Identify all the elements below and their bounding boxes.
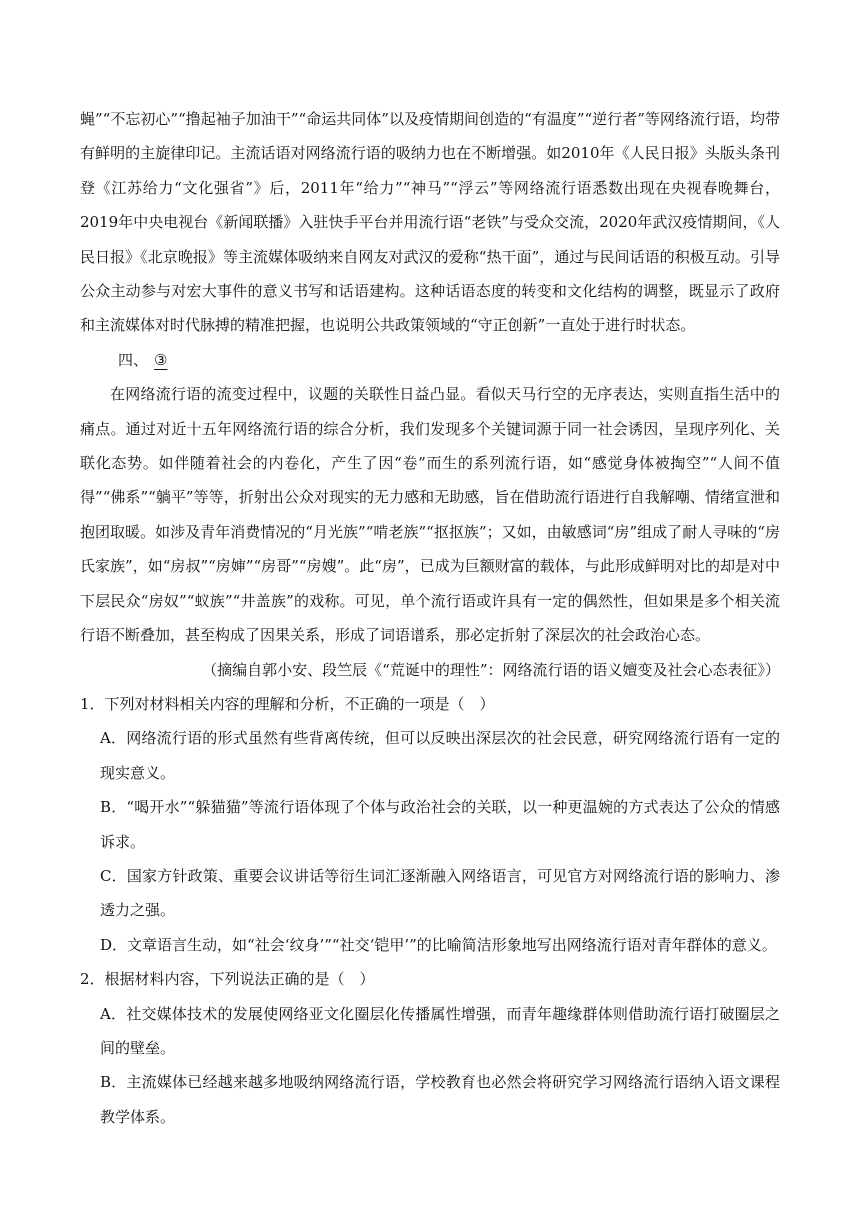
option-a: A．社交媒体技术的发展使网络亚文化圈层化传播属性增强，而青年趣缘群体则借助流行语打破圈层之间的壁垒。 bbox=[100, 1004, 780, 1057]
section-heading bbox=[80, 343, 780, 377]
option-a: A．网络流行语的形式虽然有些背离传统，但可以反映出深层次的社会民意，研究网络流行语有一定的现实意义。 bbox=[100, 729, 780, 782]
option-d: D．文章语言生动，如“社会‘纹身’”“社交‘铠甲’”的比喻简洁形象地写出网络流行语对青年群体的意义。 bbox=[100, 935, 777, 954]
question-1 bbox=[80, 687, 780, 962]
section-prefix: 四、 bbox=[118, 350, 149, 369]
option-b: B．主流媒体已经越来越多地吸纳网络流行语，学校教育也必然会将研究学习网络流行语纳入语文课程教学体系。 bbox=[100, 1073, 780, 1126]
question-2 bbox=[80, 962, 780, 1134]
source-citation: （摘编自郭小安、段竺辰《“荒诞中的理性”：网络流行语的语义嬗变及社会心态表征》） bbox=[202, 660, 780, 679]
question-stem: 2．根据材料内容，下列说法正确的是（ ） bbox=[80, 970, 375, 989]
document-page bbox=[80, 102, 780, 1134]
intro-paragraph: 蝇”“不忘初心”“撸起袖子加油干”“命运共同体”以及疫情期间创造的“有温度”“逆行者”等网络流行语，均带有鲜明的主旋律印记。主流话语对网络流行语的吸纳力也在不断增强。如2010年《人民日报》头版头条刊登《江苏给力“文化强省”》后，2011年“给力”“神马”“浮云”等网络流行语悉数出现在央视春晚舞台，2019年中央电视台《新闻联播》入驻快手平台并用流行语“老铁”与受众交流，2020年武汉疫情期间，《人民日报》《北京晚报》等主流媒体吸纳来自网友对武汉的爱称“热干面”，通过与民间话语的积极互动。引导公众主动参与对宏大事件的意义书写和话语建构。这种话语态度的转变和文化结构的调整，既显示了政府和主流媒体对时代脉搏的精准把握，也说明公共政策领域的“守正创新”一直处于进行时状态。 bbox=[80, 110, 780, 335]
section-paragraph: 在网络流行语的流变过程中，议题的关联性日益凸显。看似天马行空的无序表达，实则直指生活中的痛点。通过对近十五年网络流行语的综合分析，我们发现多个关键词源于同一社会诱因，呈现序列化、关联化态势。如伴随着社会的内卷化，产生了因“卷”而生的系列流行语，如“感觉身体被掏空”“人间不值得”“佛系”“躺平”等等，折射出公众对现实的无力感和无助感，旨在借助流行语进行自我解嘲、情绪宣泄和抱团取暖。如涉及青年消费情况的“月光族”“啃老族”“抠抠族”；又如，由敏感词“房”组成了耐人寻味的“房氏家族”，如“房叔”“房婶”“房哥”“房嫂”。此“房”，已成为巨额财富的载体，与此形成鲜明对比的却是对中下层民众“房奴”“蚁族”“井盖族”的戏称。可见，单个流行语或许具有一定的偶然性，但如果是多个相关流行语不断叠加，甚至构成了因果关系，形成了词语谱系，那必定折射了深层次的社会政治心态。 bbox=[80, 385, 780, 645]
option-b: B．“喝开水”“躲猫猫”等流行语体现了个体与政治社会的关联，以一种更温婉的方式表达了公众的情感诉求。 bbox=[100, 798, 780, 851]
section-number-blank: ③ bbox=[154, 350, 168, 369]
option-c: C．国家方针政策、重要会议讲话等衍生词汇逐渐融入网络语言，可见官方对网络流行语的影响力、渗透力之强。 bbox=[100, 866, 780, 920]
question-stem: 1．下列对材料相关内容的理解和分析，不正确的一项是（ ） bbox=[80, 694, 495, 713]
